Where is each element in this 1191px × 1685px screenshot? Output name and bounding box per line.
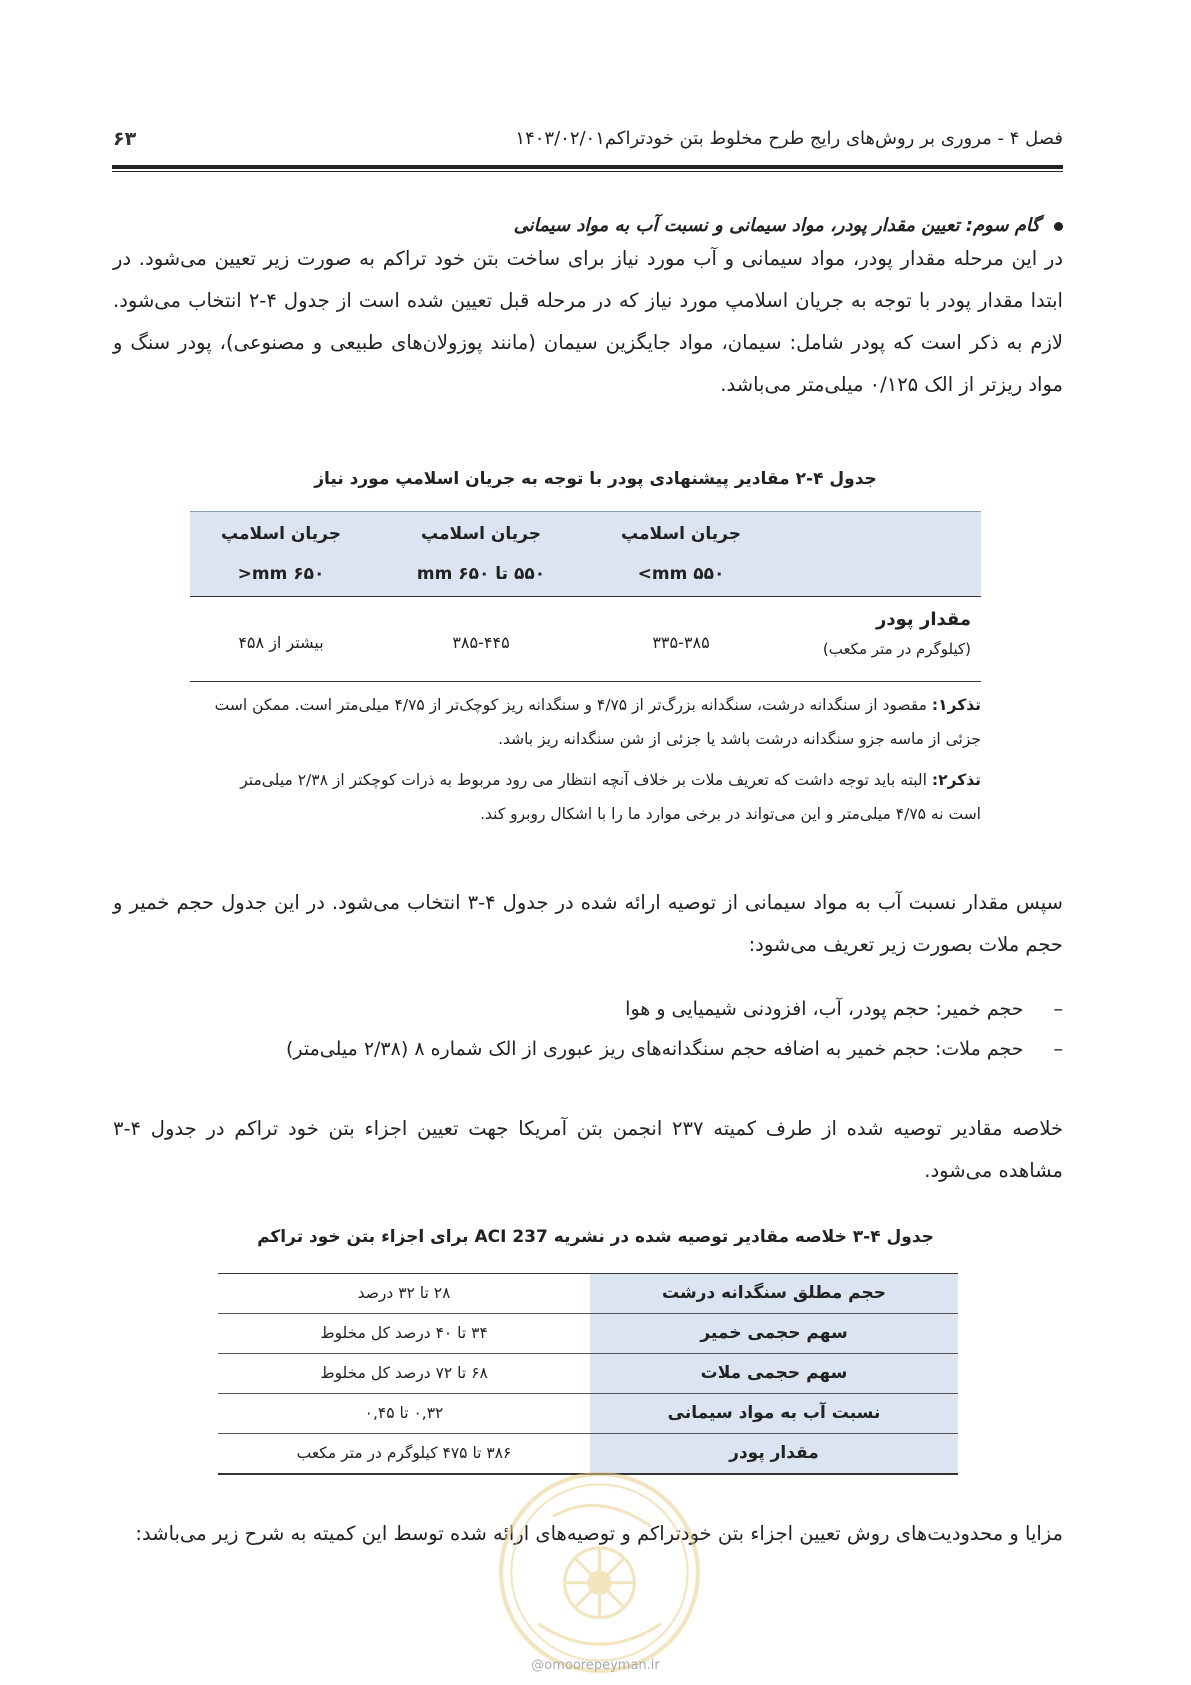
page-number: ۶۳ — [113, 128, 137, 150]
dash-icon: – — [1053, 1038, 1063, 1060]
note-2 — [210, 763, 981, 831]
step3-paragraph: در این مرحله مقدار پودر، مواد سیمانی و آب مورد نیاز برای ساخت بتن خود تراکم به صورت زیر تعیین می‌شود. در ابتدا مقدار پودر با توجه به جریان اسلامپ مورد نیاز که در مرحله قبل تعیین شده است از جدول ۴-۲ انتخاب می‌شود. لازم به ذکر است که پودر شامل: سیمان، مواد جایگزین سیمان (مانند پوزولان‌های طبیعی و مصنوعی)، پودر سنگ و مواد ریزتر از الک ۰/۱۲۵ میلی‌متر می‌باشد. — [113, 247, 1063, 396]
table-row — [218, 1314, 958, 1354]
table-cell: ۳۳۵-۳۸۵ — [652, 633, 710, 652]
table-row-key: سهم حجمی خمیر — [590, 1314, 958, 1353]
table-row-value: ۰,۳۲ تا ۰,۴۵ — [364, 1404, 444, 1422]
column-header-range: ۵۵۰ تا ۶۵۰ mm — [416, 564, 546, 584]
watermark-logo — [497, 1470, 702, 1675]
note-1-text: مقصود از سنگدانه درشت، سنگدانه بزرگ‌تر از ۴/۷۵ و سنگدانه ریز کوچک‌تر از ۴/۷۵ میلی‌متر است. ممکن است جزئی از ماسه جزو سنگدانه درشت باشد یا جزئی از شن سنگدانه ریز باشد. — [214, 696, 981, 748]
header-rule — [112, 165, 1063, 169]
table-row-key: سهم حجمی ملات — [590, 1354, 958, 1393]
bullet-icon — [1054, 222, 1063, 231]
column-header-label: جریان اسلامپ — [621, 524, 741, 544]
table-row — [218, 1434, 958, 1475]
note-2-text: البته باید توجه داشت که تعریف ملات بر خلاف آنچه انتظار می رود مربوط به ذرات کوچکتر از ۲/۳۸ میلی‌متر است نه ۴/۷۵ میلی‌متر و این می‌تواند در برخی موارد ما را با اشکال روبرو کند. — [240, 771, 981, 823]
table-cell: بیشتر از ۴۵۸ — [238, 633, 324, 652]
table-row-value: ۲۸ تا ۳۲ درصد — [357, 1284, 451, 1302]
table2-caption: جدول ۴-۳ خلاصه مقادیر توصیه شده در نشریه ACI 237 برای اجزاء بتن خود تراکم — [257, 1227, 934, 1247]
paragraph-2: سپس مقدار نسبت آب به مواد سیمانی از توصیه ارائه شده در جدول ۴-۳ انتخاب می‌شود. در این جدول حجم خمیر و حجم ملات بصورت زیر تعریف می‌شود: — [113, 891, 1063, 956]
list-item-text: حجم خمیر: حجم پودر، آب، افزودنی شیمیایی و هوا — [625, 998, 1024, 1020]
powder-table-header — [190, 511, 981, 597]
aci237-table — [218, 1273, 958, 1475]
header-rule-thin — [112, 171, 1063, 172]
column-header-over-650 — [181, 512, 381, 596]
step3-heading — [514, 215, 1063, 236]
table-row — [218, 1394, 958, 1434]
table-row-value: ۳۸۶ تا ۴۷۵ کیلوگرم در متر مکعب — [296, 1444, 512, 1462]
column-header-550-650 — [381, 512, 581, 596]
row-label-unit: (کیلوگرم در متر مکعب) — [822, 640, 971, 658]
row-label — [823, 609, 971, 658]
note-2-label: تذکر۲: — [931, 771, 981, 789]
table1-caption: جدول ۴-۲ مقادیر پیشنهادی پودر با توجه به جریان اسلامپ مورد نیاز — [314, 469, 877, 489]
table-row-value: ۳۴ تا ۴۰ درصد کل مخلوط — [320, 1324, 488, 1342]
table-cell: ۳۸۵-۴۴۵ — [452, 633, 510, 652]
column-header-range: ۵۵۰ mm> — [637, 564, 725, 584]
row-label-main: مقدار پودر — [876, 609, 971, 630]
list-item — [286, 1038, 1063, 1060]
list-item — [625, 998, 1063, 1020]
table-row — [218, 1354, 958, 1394]
table-row-key: حجم مطلق سنگدانه درشت — [590, 1274, 958, 1313]
table-row-key: مقدار پودر — [590, 1434, 958, 1473]
table-row-key: نسبت آب به مواد سیمانی — [590, 1394, 958, 1433]
column-header-label: جریان اسلامپ — [221, 524, 341, 544]
table-row-value: ۶۸ تا ۷۲ درصد کل مخلوط — [320, 1364, 488, 1382]
dash-icon: – — [1053, 998, 1063, 1020]
powder-table-row — [190, 595, 981, 682]
step3-heading-text: گام سوم: تعیین مقدار پودر، مواد سیمانی و نسبت آب به مواد سیمانی — [513, 215, 1040, 236]
table-row — [218, 1274, 958, 1314]
column-header-range: ۶۵۰ mm< — [237, 564, 325, 584]
note-1 — [210, 688, 981, 756]
list-item-text: حجم ملات: حجم خمیر به اضافه حجم سنگدانه‌های ریز عبوری از الک شماره ۸ (۲/۳۸ میلی‌متر) — [285, 1038, 1024, 1060]
chapter-title: فصل ۴ - مروری بر روش‌های رایج طرح مخلوط بتن خودتراکم۱۴۰۳/۰۲/۰۱ — [515, 128, 1063, 149]
column-header-under-550 — [581, 512, 781, 596]
note-1-label: تذکر۱: — [931, 696, 981, 714]
paragraph-4: مزایا و محدودیت‌های روش تعیین اجزاء بتن خودتراکم و توصیه‌های ارائه شده توسط این کمیته به شرح زیر می‌باشد: — [135, 1522, 1063, 1545]
column-header-label: جریان اسلامپ — [421, 524, 541, 544]
watermark-url: @omoorepeyman.ir — [531, 1658, 660, 1673]
paragraph-3: خلاصه مقادیر توصیه شده از طرف کمیته ۲۳۷ انجمن بتن آمریکا جهت تعیین اجزاء بتن خود تراکم در جدول ۴-۳ مشاهده می‌شود. — [113, 1117, 1064, 1182]
